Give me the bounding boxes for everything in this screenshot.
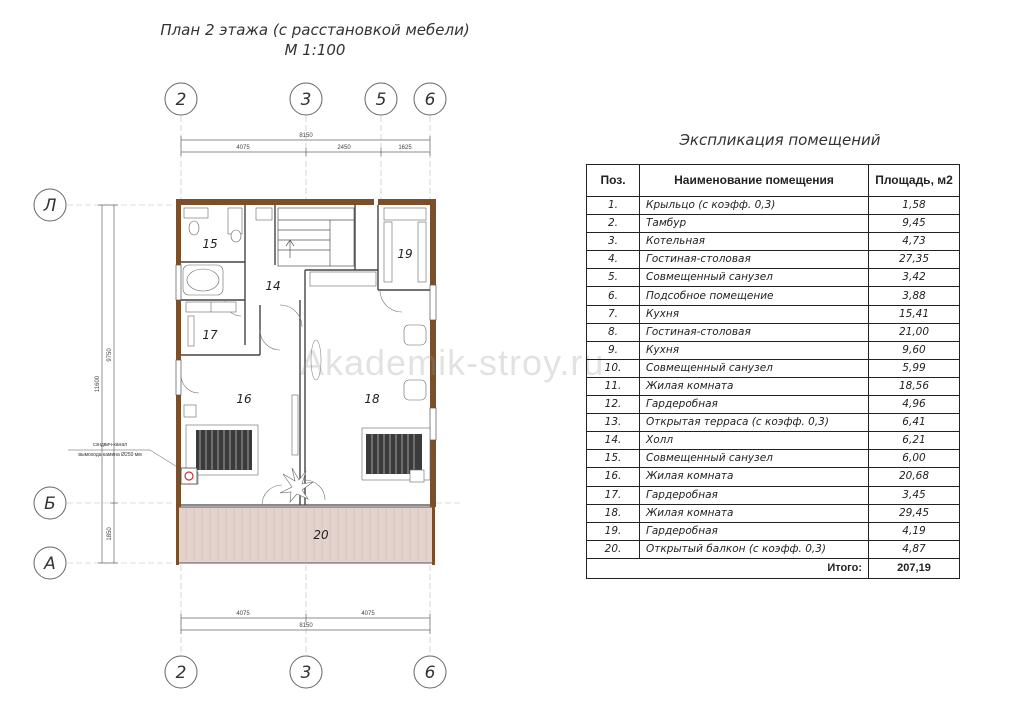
cell-area: 9,60 <box>869 341 960 359</box>
cell-area: 4,87 <box>869 540 960 558</box>
cell-pos: 17. <box>587 486 640 504</box>
cell-name: Холл <box>640 432 869 450</box>
cell-name: Котельная <box>640 233 869 251</box>
staircase <box>278 208 354 266</box>
cell-pos: 13. <box>587 414 640 432</box>
cell-pos: 20. <box>587 540 640 558</box>
total-value: 207,19 <box>869 558 960 578</box>
room-number-19: 19 <box>397 247 413 261</box>
axis-label-bottom-1: 2 <box>175 663 187 683</box>
cell-pos: 9. <box>587 341 640 359</box>
cell-pos: 6. <box>587 287 640 305</box>
dimension-lines-top <box>181 136 430 156</box>
table-row <box>587 341 960 359</box>
explication-body <box>587 197 960 559</box>
cell-area: 3,45 <box>869 486 960 504</box>
total-row <box>587 558 960 578</box>
room-number-14: 14 <box>265 279 281 293</box>
cell-pos: 12. <box>587 396 640 414</box>
axis-label-top-4: 6 <box>424 90 436 110</box>
cell-name: Гардеробная <box>640 486 869 504</box>
axis-lines <box>67 116 462 655</box>
bathroom-fixtures <box>183 208 242 295</box>
cell-name: Совмещенный санузел <box>640 450 869 468</box>
cell-name: Гардеробная <box>640 396 869 414</box>
axis-bubbles-left <box>34 189 66 579</box>
table-row <box>587 468 960 486</box>
cell-pos: 2. <box>587 215 640 233</box>
cell-name: Жилая комната <box>640 377 869 395</box>
cell-name: Открытая терраса (с коэфф. 0,3) <box>640 414 869 432</box>
table-row <box>587 486 960 504</box>
cell-name: Открытый балкон (с коэфф. 0,3) <box>640 540 869 558</box>
cell-name: Гостиная-столовая <box>640 251 869 269</box>
cell-area: 21,00 <box>869 323 960 341</box>
room-number-16: 16 <box>236 392 252 406</box>
table-row <box>587 396 960 414</box>
cell-pos: 4. <box>587 251 640 269</box>
cell-area: 6,21 <box>869 432 960 450</box>
cell-name: Гостиная-столовая <box>640 323 869 341</box>
cell-pos: 5. <box>587 269 640 287</box>
cell-name: Совмещенный санузел <box>640 269 869 287</box>
cell-pos: 14. <box>587 432 640 450</box>
explication-table <box>586 164 960 579</box>
dimension-lines-left <box>98 205 118 563</box>
dim-left-part-1: 9750 <box>107 348 113 362</box>
cell-name: Гардеробная <box>640 522 869 540</box>
cell-pos: 11. <box>587 377 640 395</box>
dim-top-part-2: 2450 <box>337 145 351 151</box>
cell-pos: 10. <box>587 359 640 377</box>
cell-name: Кухня <box>640 341 869 359</box>
cell-pos: 15. <box>587 450 640 468</box>
cell-area: 4,73 <box>869 233 960 251</box>
table-row <box>587 522 960 540</box>
table-row <box>587 377 960 395</box>
table-row <box>587 233 960 251</box>
explication-title: Экспликация помещений <box>679 131 881 149</box>
cell-area: 3,88 <box>869 287 960 305</box>
table-row <box>587 432 960 450</box>
dim-left-part-2: 1850 <box>107 527 113 541</box>
axis-label-top-1: 2 <box>175 90 187 110</box>
cell-pos: 16. <box>587 468 640 486</box>
cell-area: 5,99 <box>869 359 960 377</box>
cell-area: 3,42 <box>869 269 960 287</box>
bed-16 <box>184 395 298 484</box>
axis-label-left-2: Б <box>44 494 56 514</box>
chimney-note-line2: вымохода камина Ø250 мм <box>78 452 142 458</box>
cell-name: Совмещенный санузел <box>640 359 869 377</box>
dim-bottom-total: 8150 <box>299 623 313 629</box>
axis-label-top-3: 5 <box>375 90 387 110</box>
cell-area: 4,19 <box>869 522 960 540</box>
table-row <box>587 287 960 305</box>
cell-pos: 7. <box>587 305 640 323</box>
cell-name: Жилая комната <box>640 468 869 486</box>
chimney <box>181 468 197 484</box>
room-number-20: 20 <box>313 528 329 542</box>
cell-area: 4,96 <box>869 396 960 414</box>
plant <box>280 468 313 502</box>
axis-bubbles-bottom <box>165 656 446 688</box>
axis-label-bottom-2: 3 <box>300 663 312 683</box>
dim-top-part-3: 1625 <box>398 145 412 151</box>
cell-name: Подсобное помещение <box>640 287 869 305</box>
table-row <box>587 359 960 377</box>
table-header-row <box>587 165 960 197</box>
header-area: Площадь, м2 <box>869 165 960 197</box>
table-row <box>587 450 960 468</box>
dim-top-total: 8150 <box>299 133 313 139</box>
cell-area: 29,45 <box>869 504 960 522</box>
header-pos: Поз. <box>587 165 640 197</box>
cell-pos: 1. <box>587 197 640 215</box>
room-number-18: 18 <box>364 392 380 406</box>
total-label: Итого: <box>587 558 869 578</box>
cell-pos: 3. <box>587 233 640 251</box>
cell-name: Жилая комната <box>640 504 869 522</box>
axis-label-left-3: А <box>44 554 56 574</box>
table-row <box>587 323 960 341</box>
cell-pos: 8. <box>587 323 640 341</box>
table-row <box>587 540 960 558</box>
cell-area: 6,00 <box>869 450 960 468</box>
dim-top-part-1: 4075 <box>236 145 250 151</box>
table-row <box>587 215 960 233</box>
cell-area: 9,45 <box>869 215 960 233</box>
axis-bubbles-top <box>165 83 446 115</box>
table-row <box>587 269 960 287</box>
cell-area: 20,68 <box>869 468 960 486</box>
dim-bottom-part-1: 4075 <box>236 611 250 617</box>
cell-name: Крыльцо (с коэфф. 0,3) <box>640 197 869 215</box>
table-row <box>587 197 960 215</box>
plan-title-line1: План 2 этажа (с расстановкой мебели) <box>160 21 470 39</box>
chimney-note-line1: сэндвич-канал <box>92 442 128 448</box>
room-number-15: 15 <box>202 237 218 251</box>
cell-area: 1,58 <box>869 197 960 215</box>
axis-label-left-1: Л <box>43 196 57 216</box>
table-row <box>587 414 960 432</box>
dim-left-total: 11600 <box>95 375 101 393</box>
cell-pos: 18. <box>587 504 640 522</box>
axis-label-top-2: 3 <box>300 90 312 110</box>
cell-area: 15,41 <box>869 305 960 323</box>
header-name: Наименование помещения <box>640 165 869 197</box>
dim-bottom-part-2: 4075 <box>361 611 375 617</box>
table-row <box>587 305 960 323</box>
room-number-17: 17 <box>202 328 218 342</box>
balcony-post <box>176 507 179 565</box>
cell-name: Тамбур <box>640 215 869 233</box>
table-row <box>587 251 960 269</box>
plan-scale: М 1:100 <box>284 41 346 59</box>
cell-pos: 19. <box>587 522 640 540</box>
cell-area: 18,56 <box>869 377 960 395</box>
cell-area: 27,35 <box>869 251 960 269</box>
axis-label-bottom-3: 6 <box>424 663 436 683</box>
watermark: Akademik-stroy.ru <box>300 342 605 383</box>
balcony-post <box>432 507 435 565</box>
table-row <box>587 504 960 522</box>
cell-name: Кухня <box>640 305 869 323</box>
cell-area: 6,41 <box>869 414 960 432</box>
